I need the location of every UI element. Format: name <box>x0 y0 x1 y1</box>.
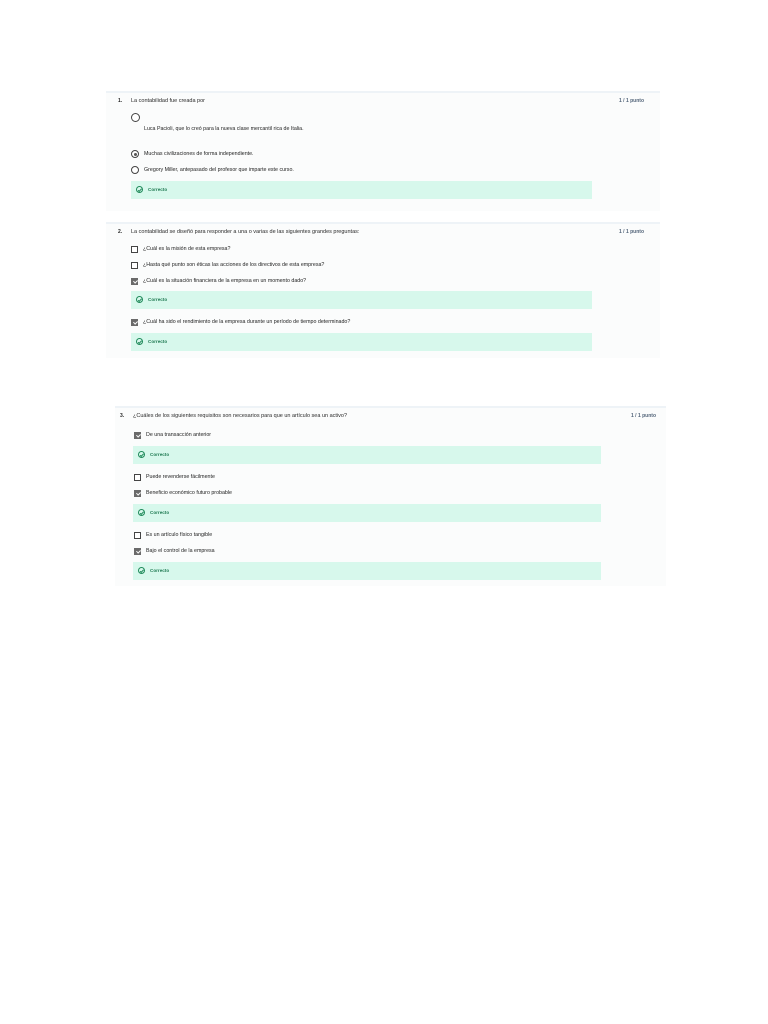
radio-button[interactable] <box>131 166 139 174</box>
question-card-2 <box>106 222 660 358</box>
option-label[interactable]: Beneficio económico futuro probable <box>146 490 232 496</box>
checkbox-checked[interactable] <box>131 278 138 285</box>
radio-button-selected[interactable] <box>131 150 139 158</box>
correct-feedback <box>133 504 601 522</box>
checkbox[interactable] <box>134 474 141 481</box>
correct-feedback <box>133 562 601 580</box>
check-circle-icon <box>136 186 143 193</box>
correct-feedback <box>131 181 592 199</box>
check-circle-icon <box>138 509 145 516</box>
feedback-label: Correcto <box>150 567 170 573</box>
question-card-1 <box>106 91 660 211</box>
question-number: 2. <box>118 229 123 235</box>
correct-feedback <box>131 333 592 351</box>
option-label[interactable]: De una transacción anterior <box>146 432 212 438</box>
question-text: ¿Cuáles de los siguientes requisitos son necesarios para que un artículo sea un activo? <box>133 413 348 419</box>
points-badge: 1 / 1 punto <box>619 98 644 104</box>
checkbox-checked[interactable] <box>134 490 141 497</box>
option-label[interactable]: ¿Hasta qué punto son éticas las acciones de los directivos de esta empresa? <box>143 262 325 268</box>
check-circle-icon <box>136 338 143 345</box>
question-card-3 <box>115 406 666 586</box>
check-circle-icon <box>138 451 145 458</box>
option-label[interactable]: Luca Pacioli, que lo creó para la nueva clase mercantil rica de Italia. <box>144 126 304 132</box>
checkbox-checked[interactable] <box>131 319 138 326</box>
question-number: 3. <box>120 413 125 419</box>
option-label[interactable]: Bajo el control de la empresa <box>146 548 215 554</box>
feedback-label: Correcto <box>150 509 170 515</box>
feedback-label: Correcto <box>148 338 168 344</box>
question-number: 1. <box>118 98 123 104</box>
checkbox[interactable] <box>131 262 138 269</box>
points-badge: 1 / 1 punto <box>631 413 656 419</box>
option-label[interactable]: Gregory Miller, antepasado del profesor que imparte este curso. <box>144 167 294 173</box>
feedback-label: Correcto <box>148 186 168 192</box>
option-label[interactable]: ¿Cuál es la situación financiera de la empresa en un momento dado? <box>143 278 307 284</box>
question-text: La contabilidad se diseñó para responder a una o varias de las siguientes grandes preguntas: <box>131 229 360 235</box>
correct-feedback <box>131 291 592 309</box>
checkbox-checked[interactable] <box>134 548 141 555</box>
question-text: La contabilidad fue creada por <box>131 98 205 104</box>
check-circle-icon <box>138 567 145 574</box>
points-badge: 1 / 1 punto <box>619 229 644 235</box>
option-label[interactable]: Es un artículo físico tangible <box>146 532 213 538</box>
radio-button[interactable] <box>131 113 140 122</box>
option-label[interactable]: ¿Cuál ha sido el rendimiento de la empresa durante un período de tiempo determinado? <box>143 319 351 325</box>
correct-feedback <box>133 446 601 464</box>
feedback-label: Correcto <box>150 451 170 457</box>
checkbox[interactable] <box>134 532 141 539</box>
option-label[interactable]: Muchas civilizaciones de forma independiente. <box>144 151 254 157</box>
option-label[interactable]: ¿Cuál es la misión de esta empresa? <box>143 246 231 252</box>
checkbox-checked[interactable] <box>134 432 141 439</box>
feedback-label: Correcto <box>148 296 168 302</box>
check-circle-icon <box>136 296 143 303</box>
option-label[interactable]: Puede revenderse fácilmente <box>146 474 215 480</box>
checkbox[interactable] <box>131 246 138 253</box>
